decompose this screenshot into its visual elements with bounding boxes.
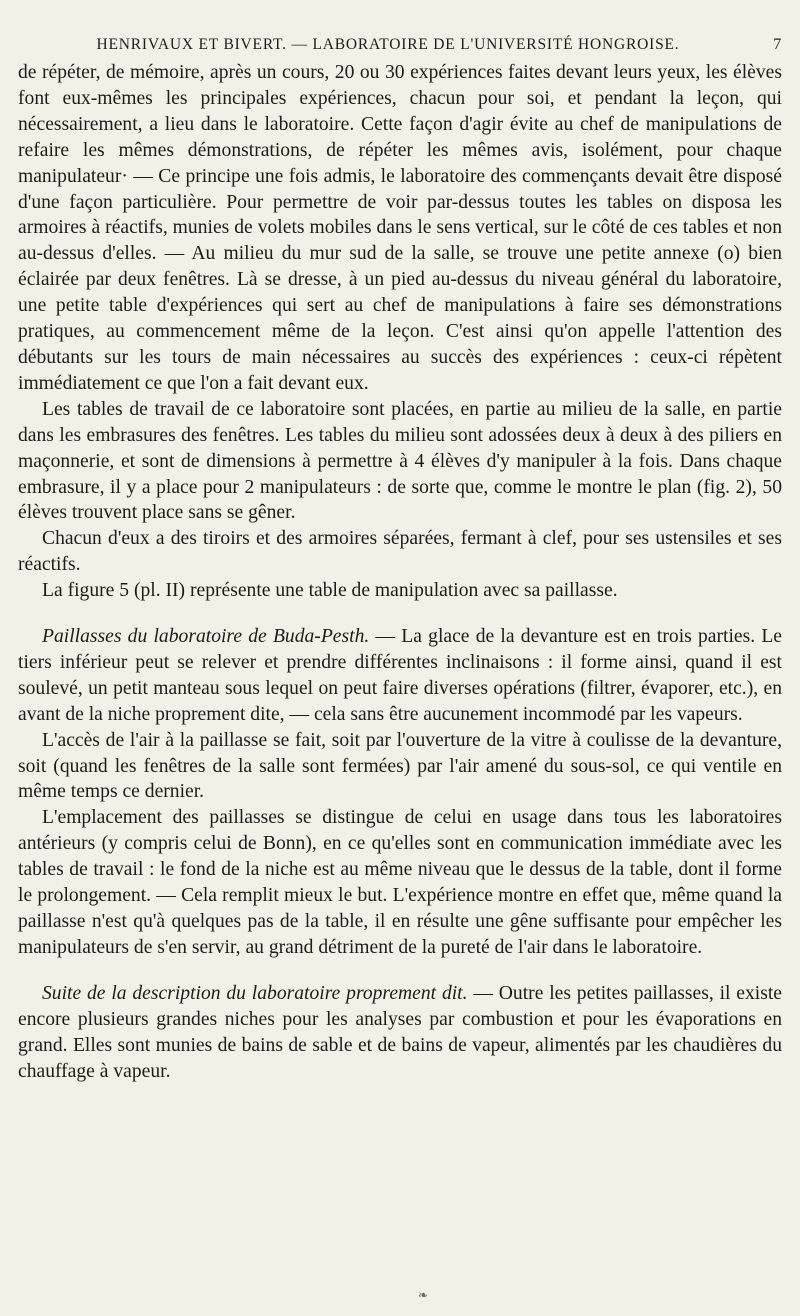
- paragraph-1: de répéter, de mémoire, après un cours, 20 ou 30 expériences faites devant leurs yeux, les élèves font eux-mêmes les principales expériences, chacun pour soi, et pendant la leçon, qui nécessairement, a lieu dans le laboratoire. Cette façon d'agir évite au chef de manipulations de refaire les mêmes démonstrations, de répéter les mêmes avis, isolément, pour chaque manipulateur· — Ce principe une fois admis, le laboratoire des commençants devait être disposé d'une façon particulière. Pour permettre de voir par-dessus toutes les tables on disposa les armoires à réactifs, munies de volets mobiles dans le sens vertical, sur le côté de ces tables et non au-dessus d'elles. — Au milieu du mur sud de la salle, se trouve une petite annexe (o) bien éclairée par deux fenêtres. Là se dresse, à un pied au-dessus du niveau général du laboratoire, une petite table d'expériences qui sert au chef de manipulations à faire ses démonstrations pratiques, au commencement même de la leçon. C'est ainsi qu'on appelle l'attention des débutants sur les tours de main nécessaires au succès des expériences : ceux-ci répètent immédiatement ce que l'on a fait devant eux.: [18, 62, 782, 394]
- page-number: 7: [773, 36, 782, 53]
- paragraph-4: La figure 5 (pl. II) représente une table de manipulation avec sa paillasse.: [42, 580, 618, 602]
- paragraph-7: L'emplacement des paillasses se distingue de celui en usage dans tous les laboratoires antérieurs (y compris celui de Bonn), en ce qu'elles sont en communication immédiate avec les tables de travail : le fond de la niche est au même niveau que le dessus de la table, dont il forme le prolongement. — Cela remplit mieux le but. L'expérience montre en effet que, même quand la paillasse n'est qu'à quelques pas de la table, il en résulte une gêne suffisante pour empêcher les manipulateurs de s'en servir, au grand détriment de la pureté de l'air dans le laboratoire.: [18, 807, 782, 958]
- paragraph-8-text: — Outre les petites paillasses, il existe encore plusieurs grandes niches pour les analyses par combustion et pour les évaporations en grand. Elles sont munies de bains de sable et de bains de vapeur, alimentés par les chaudières du chauffage à vapeur.: [18, 982, 783, 1082]
- section-title-paillasses: Paillasses du laboratoire de Buda-Pesth.: [42, 626, 370, 648]
- paragraph-8: [18, 981, 782, 1085]
- paragraph-5-text: — La glace de la devanture est en trois parties. Le tiers inférieur peut se relever et prendre différentes inclinaisons : il forme ainsi, quand il est soulevé, un petit manteau sous lequel on peut faire diverses opérations (filtrer, évaporer, etc.), en avant de la niche proprement dite, — cela sans être aucunement incommodé par les vapeurs.: [18, 626, 782, 725]
- footer-ornament: ❧: [418, 1288, 429, 1302]
- section-title-suite: Suite de la description du laboratoire proprement dit.: [42, 982, 468, 1004]
- document-page: [18, 30, 782, 1290]
- paragraph-5: [18, 624, 782, 728]
- paragraph-2: Les tables de travail de ce laboratoire sont placées, en partie au milieu de la salle, en partie dans les embrasures des fenêtres. Les tables du milieu sont adossées deux à deux à des piliers en maçonnerie, et sont de dimensions à permettre à 4 élèves d'y manipuler à la fois. Dans chaque embrasure, il y a place pour 2 manipulateurs : de sorte que, comme le montre le plan (fig. 2), 50 élèves trouvent place sans se gêner.: [18, 398, 782, 524]
- running-title: HENRIVAUX ET BIVERT. — LABORATOIRE DE L'UNIVERSITÉ HONGROISE.: [96, 36, 680, 53]
- paragraph-6: L'accès de l'air à la paillasse se fait, soit par l'ouverture de la vitre à coulisse de la devanture, soit (quand les fenêtres de la salle sont fermées) par l'air amené du sous-sol, ce qui ventile en même temps ce dernier.: [18, 729, 782, 803]
- running-header: [18, 30, 782, 60]
- body-text: [18, 60, 782, 1084]
- paragraph-3: Chacun d'eux a des tiroirs et des armoires séparées, fermant à clef, pour ses ustensiles et ses réactifs.: [18, 528, 782, 576]
